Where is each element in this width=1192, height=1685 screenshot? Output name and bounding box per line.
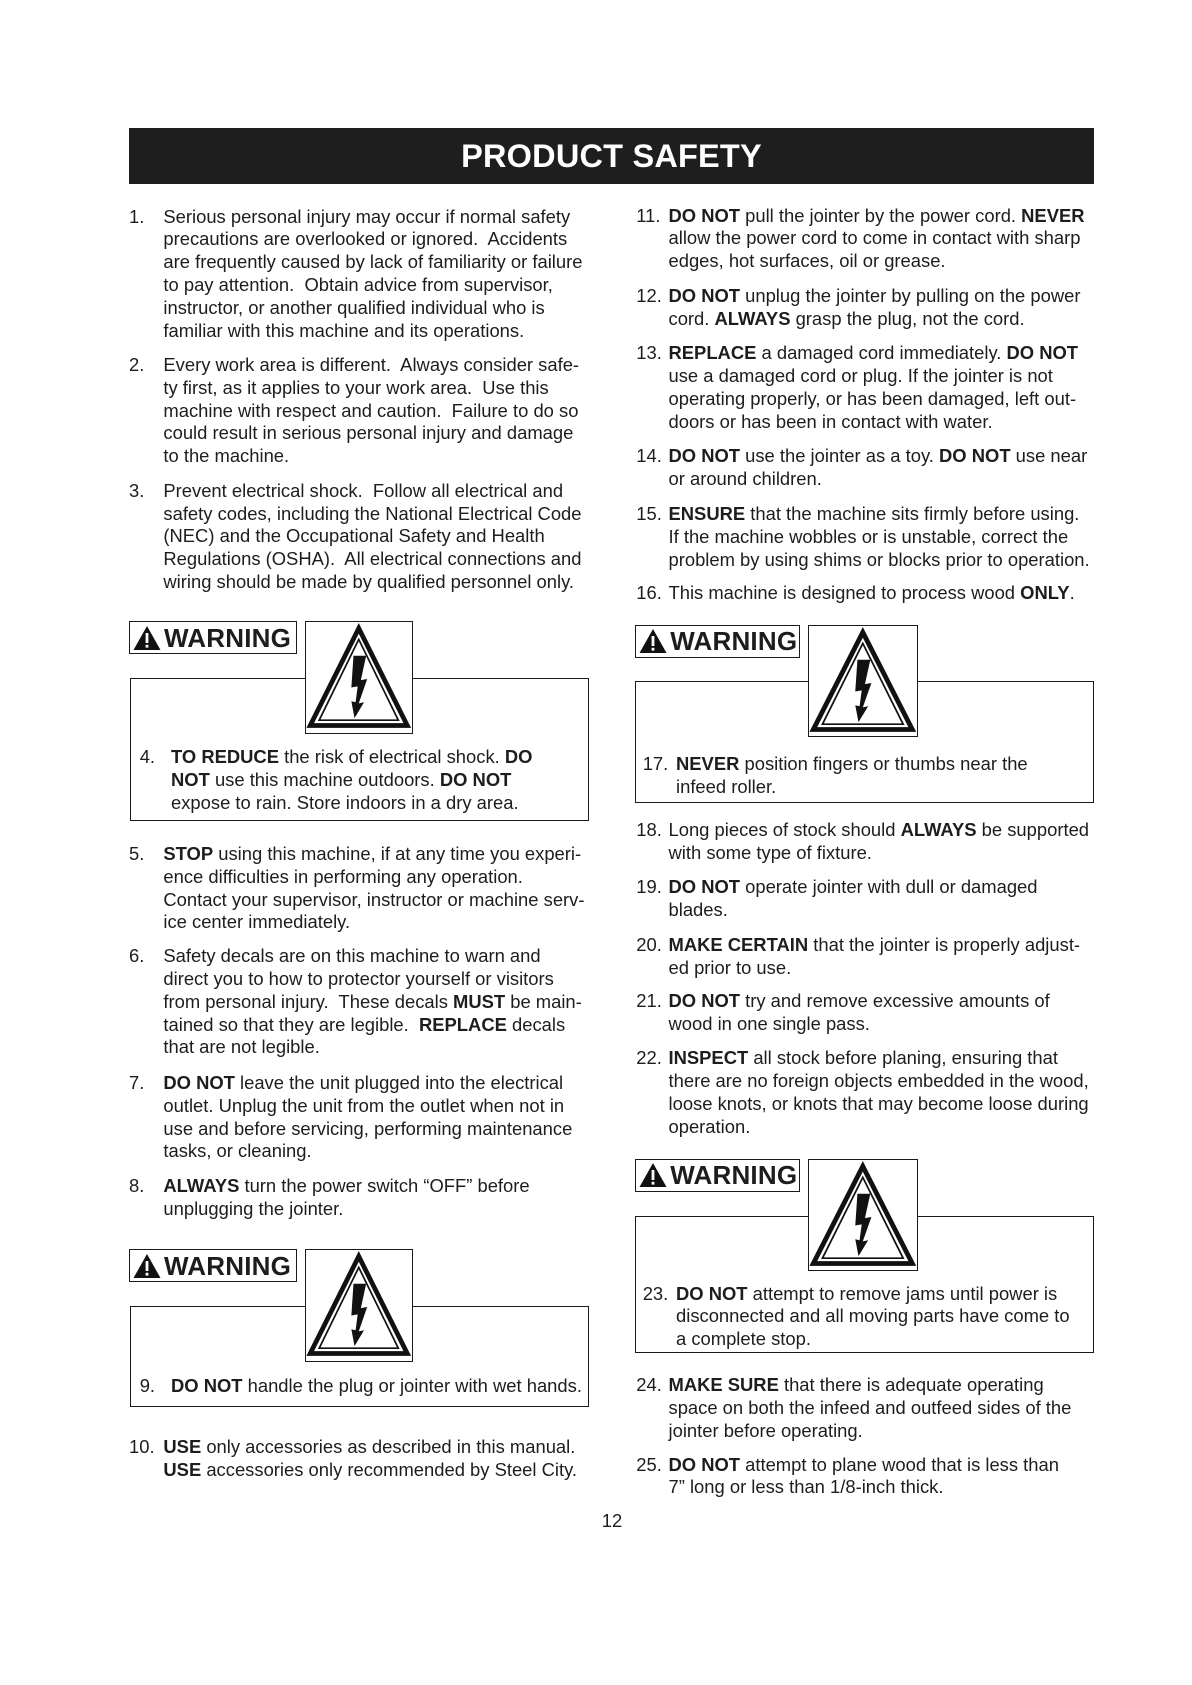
item-text — [669, 582, 1075, 605]
item-text-run: This machine is designed to process wood — [668, 581, 1021, 603]
item-text-run: accessories only recommended by Steel City. — [201, 1459, 578, 1481]
item-text-emphasis: DO NOT — [163, 1072, 235, 1093]
item-text-run: . — [1069, 581, 1075, 603]
item-text-run: Long pieces of stock should — [668, 819, 901, 841]
item-text-run: position fingers or thumbs near the infeed roller. — [676, 752, 1028, 797]
item-text-emphasis: TO REDUCE — [171, 746, 279, 768]
item-text — [171, 746, 532, 814]
item-text-run: a damaged cord immediately. — [756, 342, 1007, 364]
high-voltage-symbol-box — [808, 1159, 918, 1272]
item-text — [163, 1072, 572, 1163]
item-text — [163, 1436, 577, 1482]
warning-triangle-icon — [639, 628, 667, 654]
high-voltage-icon — [306, 1250, 412, 1361]
item-number: 16. — [636, 581, 662, 603]
item-text-run: allow the power cord to come in contact with sharp edges, hot surfaces, oil or grease. — [668, 227, 1081, 272]
item-number: 18. — [636, 819, 662, 841]
item-number: 8. — [129, 1175, 145, 1197]
item-text — [171, 1375, 582, 1398]
item-text-emphasis: DO NOT — [668, 285, 741, 307]
item-number: 17. — [642, 752, 669, 774]
warning-triangle-icon — [133, 625, 161, 651]
item-number: 2. — [129, 354, 145, 375]
item-text — [669, 876, 1038, 922]
item-text-run: expose to rain. Store indoors in a dry area. — [171, 791, 519, 813]
item-text-emphasis: INSPECT — [668, 1047, 749, 1069]
warning-label — [129, 1249, 297, 1282]
item-text-run: operate jointer with dull or damaged blades. — [668, 876, 1038, 921]
item-text-emphasis: MUST — [453, 990, 506, 1012]
item-number: 9. — [139, 1375, 156, 1397]
item-text-run: attempt to remove jams until power is disconnected and all moving parts have come to a complete stop. — [676, 1282, 1070, 1350]
item-text — [669, 285, 1081, 331]
item-number: 21. — [636, 990, 662, 1012]
item-text-run: attempt to plane wood that is less than 7” long or less than 1/8-inch thick. — [668, 1453, 1059, 1498]
item-text-emphasis: ENSURE — [668, 503, 746, 525]
item-text-run: unplug the jointer by pulling on the power cord. — [668, 285, 1081, 329]
item-text-emphasis: DO NOT — [668, 445, 741, 467]
item-number: 19. — [636, 876, 662, 898]
item-text-run: Every work area is different. Always consider safe- ty first, as it applies to your work area. Use this machine with respect and caution. Failure to do so could result in serious personal injury and damage to the machine. — [163, 354, 580, 467]
item-text-emphasis: ALWAYS — [163, 1175, 240, 1197]
item-text — [163, 945, 581, 1059]
item-text-emphasis: MAKE CERTAIN — [668, 934, 809, 956]
item-number: 25. — [636, 1453, 662, 1475]
item-number: 1. — [129, 205, 145, 227]
item-text-run: the risk of electrical shock. — [278, 746, 505, 768]
item-text-emphasis: MAKE SURE — [668, 1374, 779, 1395]
item-text-run: leave the unit plugged into the electrical outlet. Unplug the unit from the outlet when not in use and before servicing, performing maintenance tasks, or cleaning. — [163, 1072, 573, 1162]
high-voltage-symbol-box — [305, 1249, 413, 1362]
item-text-run: grasp the plug, not the cord. — [790, 307, 1025, 329]
item-text-emphasis: ONLY — [1020, 581, 1070, 603]
item-text-emphasis: DO NOT — [668, 876, 741, 898]
item-text-run: try and remove excessive amounts of wood in one single pass. — [668, 990, 1050, 1035]
item-text-run: handle the plug or jointer with wet hands. — [242, 1375, 582, 1397]
item-number: 14. — [636, 445, 662, 467]
item-text — [669, 445, 1088, 491]
high-voltage-icon — [306, 622, 412, 733]
item-text — [669, 990, 1050, 1036]
item-text — [163, 480, 581, 594]
item-text-emphasis: DO NOT — [1006, 342, 1079, 364]
item-text — [669, 205, 1085, 273]
item-text — [669, 503, 1090, 571]
item-text-run: be supported with some type of fixture. — [668, 819, 1090, 864]
item-number: 6. — [129, 945, 145, 967]
item-text-emphasis: DO NOT — [676, 1282, 748, 1304]
high-voltage-symbol-box — [305, 621, 413, 734]
item-text-emphasis: REPLACE — [418, 1013, 507, 1035]
item-text-emphasis: USE — [163, 1436, 202, 1458]
item-number: 13. — [636, 342, 662, 364]
item-text — [676, 753, 1028, 799]
item-text-emphasis: NEVER — [1021, 204, 1085, 226]
item-text-run: decals that are not legible. — [163, 1013, 566, 1058]
item-text-run: be main- tained so that they are legible. — [163, 990, 582, 1035]
warning-label — [129, 621, 297, 654]
item-text-run: that there is adequate operating space on both the infeed and outfeed sides of the jointer before operating. — [668, 1374, 1072, 1441]
item-text-emphasis: DO NOT — [939, 445, 1011, 467]
item-text — [163, 843, 584, 934]
item-text-emphasis: ALWAYS — [900, 819, 977, 841]
page-number: 12 — [601, 1510, 623, 1531]
item-text-emphasis: ALWAYS — [714, 307, 791, 329]
item-text-run: using this machine, if at any time you experi- ence difficulties in performing any operation. Contact your supervisor, instructor or machine serv- ice center immediately. — [163, 843, 585, 933]
warning-triangle-icon — [133, 1253, 161, 1279]
item-text — [669, 1374, 1072, 1442]
item-text — [669, 934, 1081, 980]
item-number: 4. — [139, 746, 156, 768]
item-text-emphasis: DO NOT — [171, 746, 533, 791]
item-text-run: Prevent electrical shock. Follow all electrical and safety codes, including the National Electrical Code (NEC) and the Occupational Safety and Health Regulations (OSHA). All electrical connections and wiring should be made by qualified personnel only. — [163, 479, 582, 592]
item-number: 22. — [636, 1047, 662, 1069]
item-text — [669, 342, 1079, 433]
item-text — [163, 1175, 529, 1221]
section-header-bar — [129, 128, 1094, 184]
item-text-run: only accessories as described in this manual. — [206, 1436, 576, 1458]
item-number: 23. — [642, 1282, 669, 1304]
warning-label — [635, 625, 800, 658]
high-voltage-icon — [809, 1160, 917, 1271]
item-text — [163, 206, 582, 343]
item-number: 11. — [636, 204, 661, 226]
item-text-run: Safety decals are on this machine to warn and direct you to how to protector yourself or visitors from personal injury. These decals — [163, 945, 554, 1012]
page-title: PRODUCT SAFETY — [461, 138, 762, 174]
item-number: 20. — [636, 934, 662, 956]
item-text-run: use near or around children. — [668, 445, 1088, 490]
item-number: 15. — [636, 503, 662, 525]
warning-label — [635, 1159, 800, 1192]
item-text-run: that the jointer is properly adjust- ed prior to use. — [668, 934, 1081, 979]
warning-triangle-icon — [639, 1162, 667, 1188]
item-text — [669, 819, 1090, 865]
item-text-emphasis: REPLACE — [668, 342, 757, 364]
item-text-emphasis: USE — [163, 1459, 202, 1481]
item-text — [669, 1047, 1089, 1138]
item-number: 10. — [129, 1436, 155, 1458]
item-text-emphasis: DO NOT — [439, 769, 512, 791]
item-text-run: use this machine outdoors. — [209, 769, 440, 791]
item-number: 3. — [129, 479, 145, 501]
item-text-emphasis: DO NOT — [668, 1453, 741, 1475]
item-text-run: that the machine sits firmly before using. If the machine wobbles or is unstable, correct the problem by using shims or blocks prior to operation. — [668, 503, 1090, 570]
warning-label-text: WARNING — [164, 1250, 292, 1281]
warning-label-text: WARNING — [670, 626, 798, 657]
item-text-run: Serious personal injury may occur if normal safety precautions are overlooked or ignored. Accidents are frequently caused by lack of familiarity or failure to pay attention. Obtain advice from supervisor, instructor, or another qualified individual who is familiar with this machine and its operations. — [163, 205, 583, 341]
item-text-emphasis: DO NOT — [171, 1375, 243, 1397]
item-text — [676, 1283, 1070, 1351]
warning-label-text: WARNING — [670, 1160, 798, 1191]
high-voltage-symbol-box — [808, 625, 918, 738]
item-text-emphasis: DO NOT — [668, 204, 741, 226]
item-text — [669, 1454, 1059, 1500]
item-text-run: turn the power switch “OFF” before unplugging the jointer. — [163, 1175, 530, 1219]
item-number: 5. — [129, 843, 145, 865]
item-text-run: all stock before planing, ensuring that there are no foreign objects embedded in the wood, loose knots, or knots that may become loose during operation. — [668, 1047, 1089, 1137]
item-text-run: use a damaged cord or plug. If the jointer is not operating properly, or has been damaged, left out- doors or has been in contact with water. — [668, 364, 1077, 432]
item-text-emphasis: NEVER — [676, 752, 740, 774]
item-text-run: use the jointer as a toy. — [740, 445, 940, 467]
item-text-emphasis: STOP — [163, 843, 214, 865]
item-text-emphasis: DO NOT — [668, 990, 741, 1012]
item-number: 12. — [636, 285, 662, 307]
item-text — [163, 354, 579, 468]
item-number: 7. — [129, 1072, 145, 1093]
high-voltage-icon — [809, 626, 917, 737]
warning-label-text: WARNING — [164, 622, 292, 653]
item-text-run: pull the jointer by the power cord. — [740, 204, 1022, 226]
item-number: 24. — [636, 1374, 662, 1395]
